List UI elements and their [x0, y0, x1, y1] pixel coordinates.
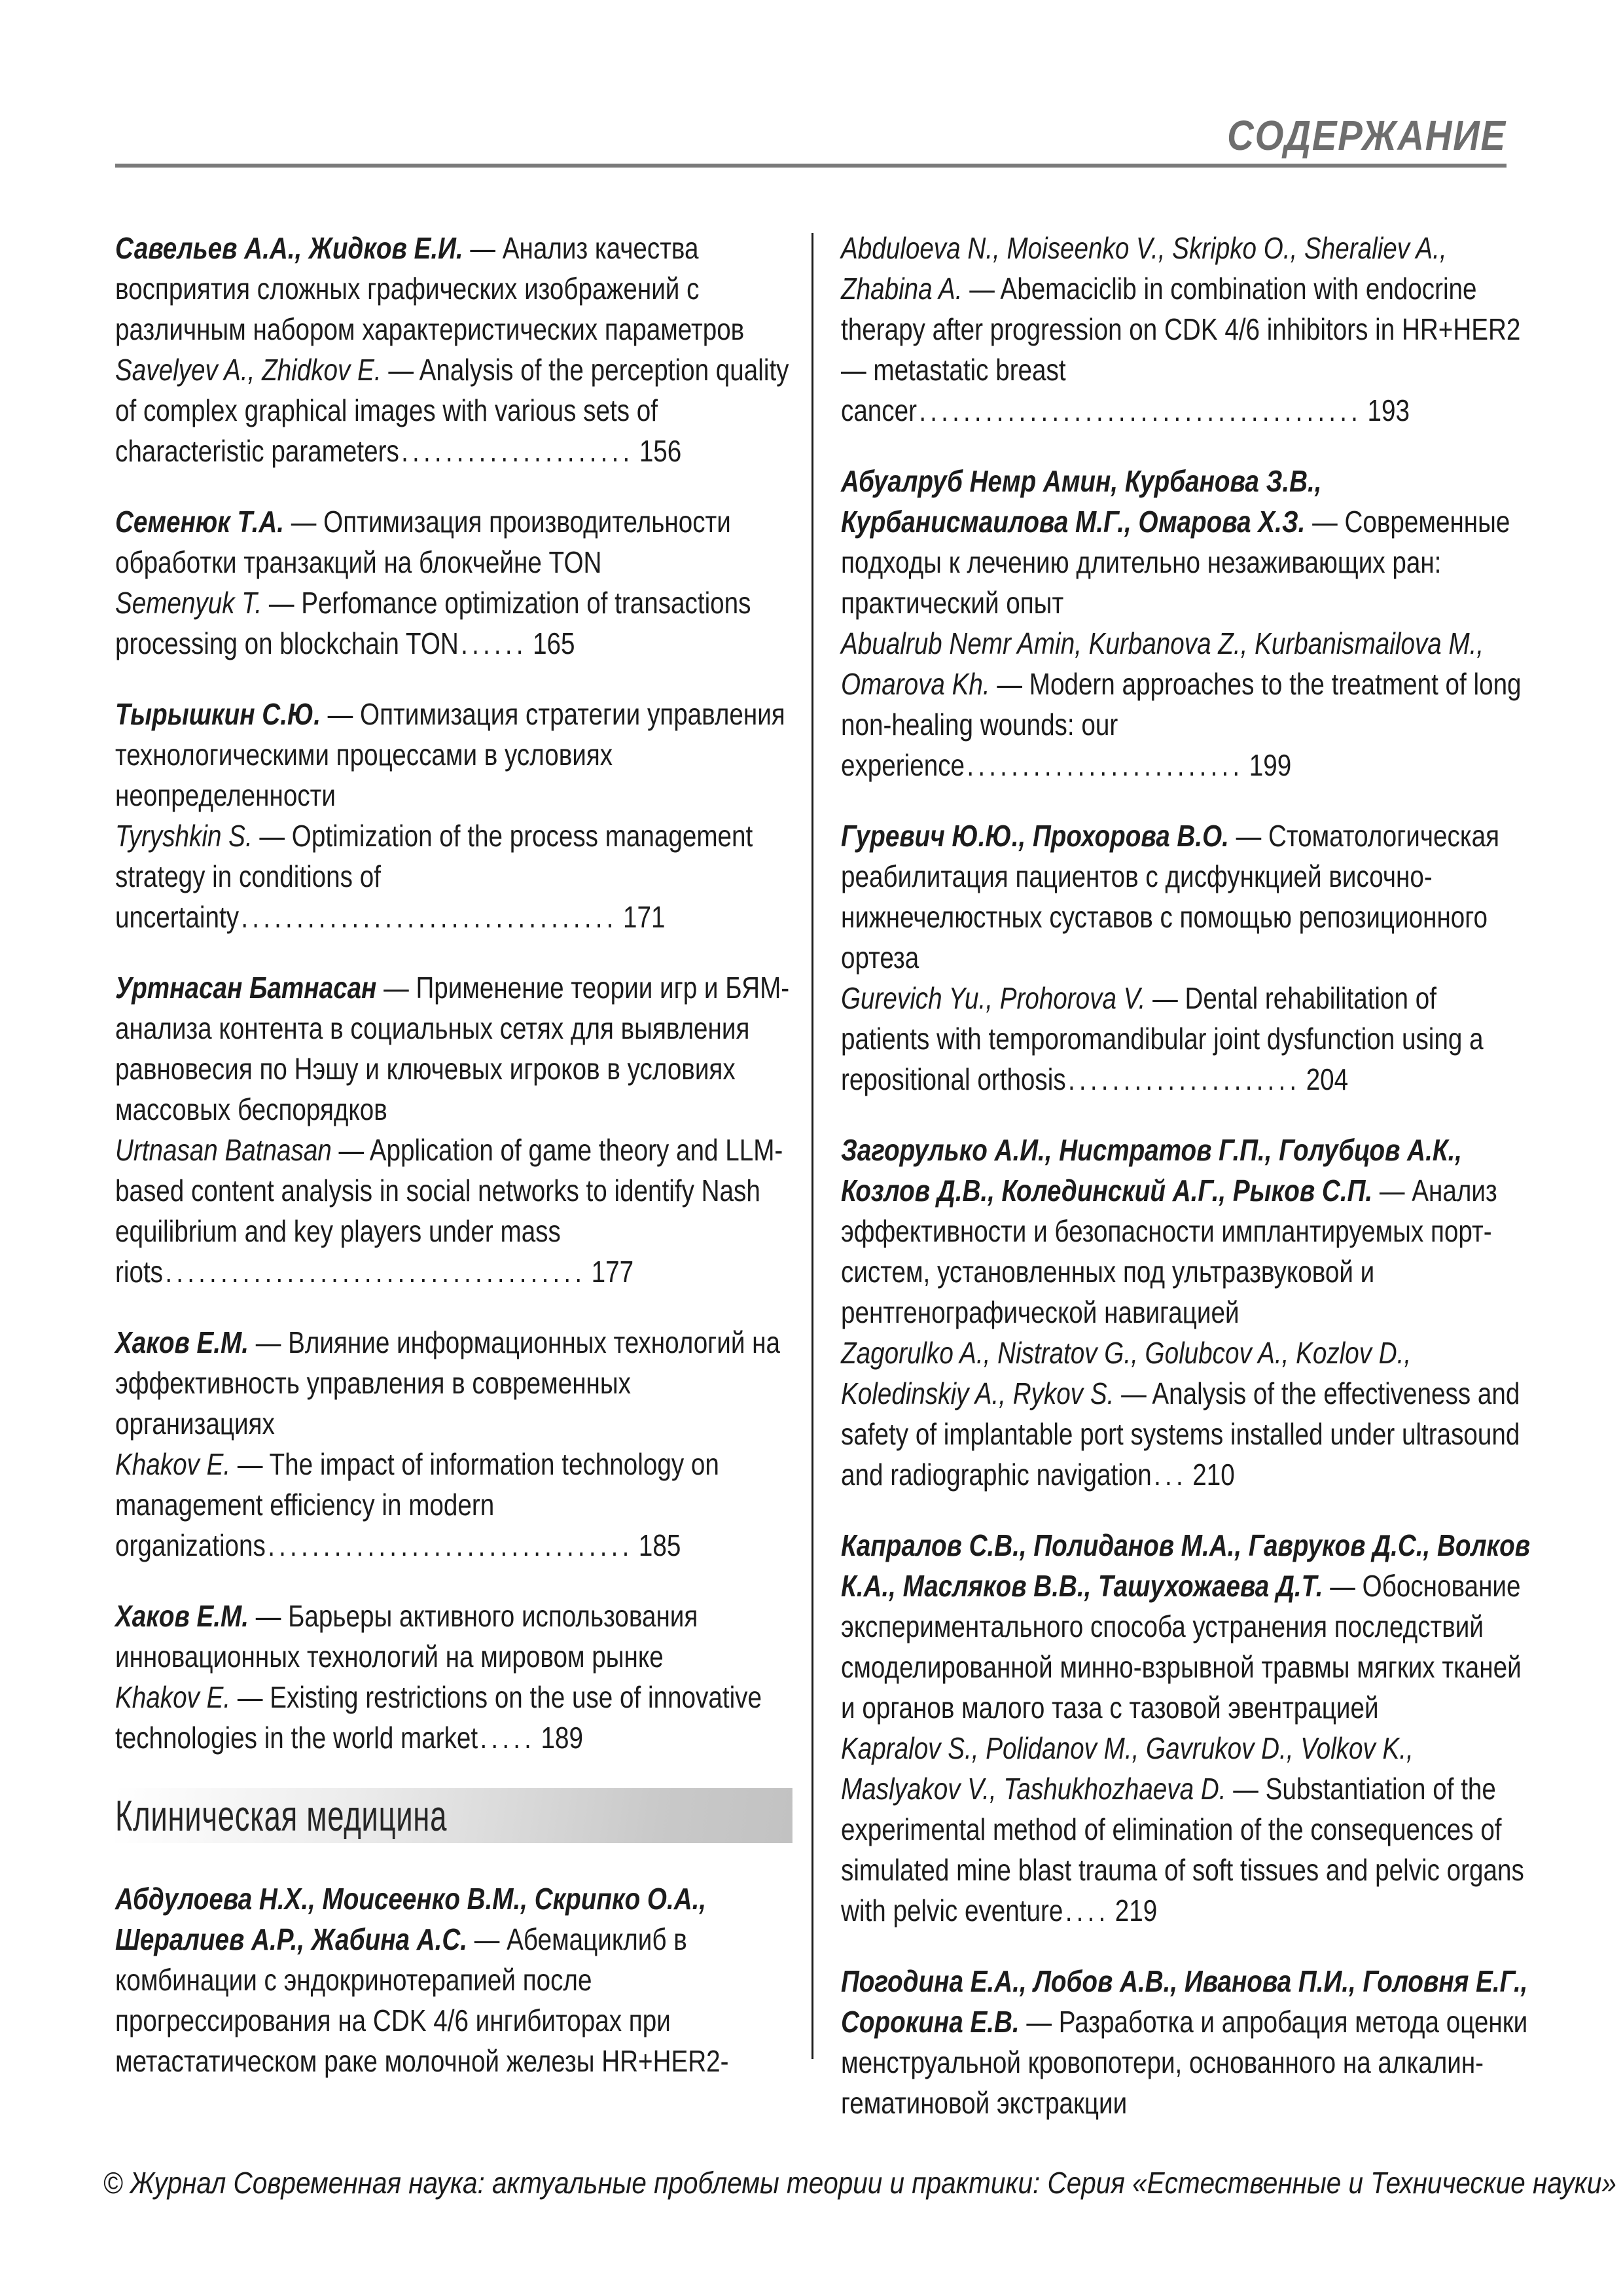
- left-column: [115, 228, 793, 2111]
- entry-en-authors: Abualrub Nemr Amin, Kurbanova Z., Kurbanismailova M., Omarova Kh.: [841, 626, 1484, 701]
- entry-ru-authors: Абдулоева Н.Х., Моисеенко В.М., Скрипко О.А., Шералиев А.Р., Жабина А.С.: [115, 1882, 707, 1956]
- toc-entry: [841, 1961, 1532, 2123]
- footer-note: [0, 2165, 1623, 2200]
- toc-entry: [841, 1525, 1532, 1931]
- entry-en-title: — Existing restrictions on the use of innovative technologies in the world market: [115, 1680, 762, 1755]
- page-number: 199: [1249, 748, 1292, 782]
- entry-ru-authors: Уртнасан Батнасан: [115, 971, 377, 1005]
- toc-entry: [115, 228, 793, 471]
- entry-en-title: — Perfomance optimization of transactions processing on blockchain TON: [115, 586, 751, 660]
- entry-en-authors: Khakov E.: [115, 1680, 231, 1714]
- entry-ru-title: — Стоматологическая реабилитация пациентов с дисфункцией височно-нижнечелюстных суставов с помощью репозиционного ортеза: [841, 819, 1500, 975]
- entry-ru-authors: Тырышкин С.Ю.: [115, 697, 321, 731]
- entry-ru-authors: Семенюк Т.А.: [115, 505, 285, 539]
- entry-ru-title: — Разработка и апробация метода оценки менструальной кровопотери, основанного на алкалин-гематиновой экстракции: [841, 2005, 1528, 2120]
- entry-en-authors: Khakov E.: [115, 1447, 231, 1481]
- entry-ru-title: — Применение теории игр и БЯМ-анализа контента в социальных сетях для выявления равновесия по Нэшу и ключевых игроков в условиях массовых беспорядков: [115, 971, 790, 1126]
- entry-en-authors: Abduloeva N., Moiseenko V., Skripko O., Sheraliev A., Zhabina A.: [841, 231, 1447, 306]
- entry-ru-title: — Обоснование экспериментального способа устранения последствий смоделированной минно-взрывной травмы мягких тканей и органов малого таза с тазовой эвентрацией: [841, 1569, 1522, 1725]
- footer-text: © Журнал Современная наука: актуальные проблемы теории и практики: Серия «Естественные и Технические науки»: [103, 2166, 1616, 2200]
- entry-ru-authors: Гуревич Ю.Ю., Прохорова В.О.: [841, 819, 1229, 853]
- page-number: 204: [1306, 1062, 1349, 1096]
- dot-leader: ..................................: [241, 900, 618, 934]
- page-number: 189: [541, 1721, 583, 1755]
- dot-leader: .....................: [1068, 1062, 1301, 1096]
- entry-en-title: — Dental rehabilitation of patients with temporomandibular joint dysfunction using a repositional orthosis: [841, 981, 1484, 1096]
- entry-ru-authors: Хаков Е.М.: [115, 1325, 249, 1359]
- entry-en-title: — Analysis of the perception quality of complex graphical images with various sets of characteristic parameters: [115, 353, 789, 468]
- toc-entry: [115, 501, 793, 664]
- dot-leader: ...: [1154, 1458, 1187, 1492]
- entry-en-title: — Analysis of the effectiveness and safety of implantable port systems installed under ultrasound and radiographic navigation: [841, 1376, 1520, 1492]
- page-number: 219: [1115, 1893, 1158, 1928]
- column-divider: [812, 233, 813, 2059]
- toc-entry: [841, 461, 1532, 785]
- dot-leader: .........................: [967, 748, 1244, 782]
- entry-en-authors: Savelyev A., Zhidkov E.: [115, 353, 382, 387]
- toc-entry: [115, 1596, 793, 1758]
- toc-entry: [841, 228, 1532, 431]
- entry-en-authors: Semenyuk T.: [115, 586, 262, 620]
- entry-ru-title: — Барьеры активного использования инновационных технологий на мировом рынке: [115, 1599, 698, 1674]
- entry-ru-title: — Оптимизация производительности обработки транзакций на блокчейне TON: [115, 505, 731, 579]
- dot-leader: ........................................: [919, 393, 1363, 427]
- dot-leader: .................................: [268, 1528, 633, 1562]
- entry-ru-title: — Анализ эффективности и безопасности имплантируемых порт-систем, установленных под ультразвуковой и рентгенографической навигацией: [841, 1174, 1497, 1329]
- entry-en-title: — Application of game theory and LLM-based content analysis in social networks to identify Nash equilibrium and key players under mass riots: [115, 1133, 783, 1289]
- entry-en-authors: Urtnasan Batnasan: [115, 1133, 332, 1167]
- toc-entry: [841, 816, 1532, 1100]
- page-title: СОДЕРЖАНИЕ: [1227, 112, 1507, 159]
- entry-ru-authors: Савельев А.А., Жидков Е.И.: [115, 231, 463, 265]
- toc-entry: [115, 967, 793, 1292]
- dot-leader: ......: [461, 626, 527, 660]
- entry-en-authors: Gurevich Yu., Prohorova V.: [841, 981, 1146, 1015]
- entry-ru-authors: Хаков Е.М.: [115, 1599, 249, 1633]
- page-number: 177: [591, 1255, 634, 1289]
- entry-en-title: — Modern approaches to the treatment of long non-healing wounds: our experience: [841, 667, 1522, 782]
- dot-leader: .....................: [401, 434, 634, 468]
- entry-en-title: — Optimization of the process management strategy in conditions of uncertainty: [115, 819, 753, 934]
- entry-ru-title: — Современные подходы к лечению длительно незаживающих ран: практический опыт: [841, 505, 1510, 620]
- section-heading-band: [115, 1788, 793, 1843]
- page-number: 171: [622, 900, 666, 934]
- entry-ru-authors: Капралов С.В., Полиданов М.А., Гавруков Д.С., Волков К.А., Масляков В.В., Ташухожаева Д.Т.: [841, 1528, 1531, 1603]
- entry-en-authors: Tyryshkin S.: [115, 819, 253, 853]
- right-column: [841, 228, 1532, 2153]
- toc-entry: [115, 1878, 793, 2081]
- dot-leader: .....: [480, 1721, 536, 1755]
- page-number: 185: [638, 1528, 681, 1562]
- page-number: 210: [1192, 1458, 1235, 1492]
- entry-ru-authors: Абуалруб Немр Амин, Курбанова З.В., Курбанисмаилова М.Г., Омарова Х.З.: [841, 464, 1322, 539]
- toc-entry: [841, 1130, 1532, 1495]
- entry-ru-title: — Абемациклиб в комбинации с эндокринотерапией после прогрессирования на CDK 4/6 ингибиторах при метастатическом раке молочной железы HR+HER2-: [115, 1922, 729, 2078]
- page-number: 193: [1367, 393, 1410, 427]
- page-number: 165: [533, 626, 575, 660]
- toc-entry: [115, 694, 793, 937]
- entry-ru-title: — Анализ качества восприятия сложных графических изображений с различным набором характеристических параметров: [115, 231, 745, 346]
- dot-leader: ......................................: [165, 1255, 586, 1289]
- entry-ru-title: — Оптимизация стратегии управления технологическими процессами в условиях неопределенности: [115, 697, 785, 812]
- entry-en-title: — Abemaciclib in combination with endocrine therapy after progression on CDK 4/6 inhibitors in HR+HER2— metastatic breast cancer: [841, 272, 1521, 427]
- header-rule: [115, 164, 1507, 168]
- entry-ru-authors: Погодина Е.А., Лобов А.В., Иванова П.И., Головня Е.Г., Сорокина Е.В.: [841, 1964, 1528, 2039]
- entry-en-title: — Substantiation of the experimental method of elimination of the consequences of simulated mine blast trauma of soft tissues and pelvic organs with pelvic eventure: [841, 1772, 1524, 1928]
- page-number: 156: [639, 434, 682, 468]
- section-heading: Клиническая медицина: [115, 1791, 448, 1840]
- entry-en-authors: Zagorulko A., Nistratov G., Golubcov A., Kozlov D., Koledinskiy A., Rykov S.: [841, 1336, 1412, 1410]
- entry-en-title: — The impact of information technology on management efficiency in modern organizations: [115, 1447, 719, 1562]
- dot-leader: ....: [1065, 1893, 1110, 1928]
- toc-entry: [115, 1322, 793, 1566]
- entry-en-authors: Kapralov S., Polidanov M., Gavrukov D., Volkov K., Maslyakov V., Tashukhozhaeva D.: [841, 1731, 1414, 1806]
- entry-ru-title: — Влияние информационных технологий на эффективность управления в современных организациях: [115, 1325, 781, 1441]
- entry-ru-authors: Загорулько А.И., Нистратов Г.П., Голубцов А.К., Козлов Д.В., Колединский А.Г., Рыков С.П.: [841, 1133, 1463, 1208]
